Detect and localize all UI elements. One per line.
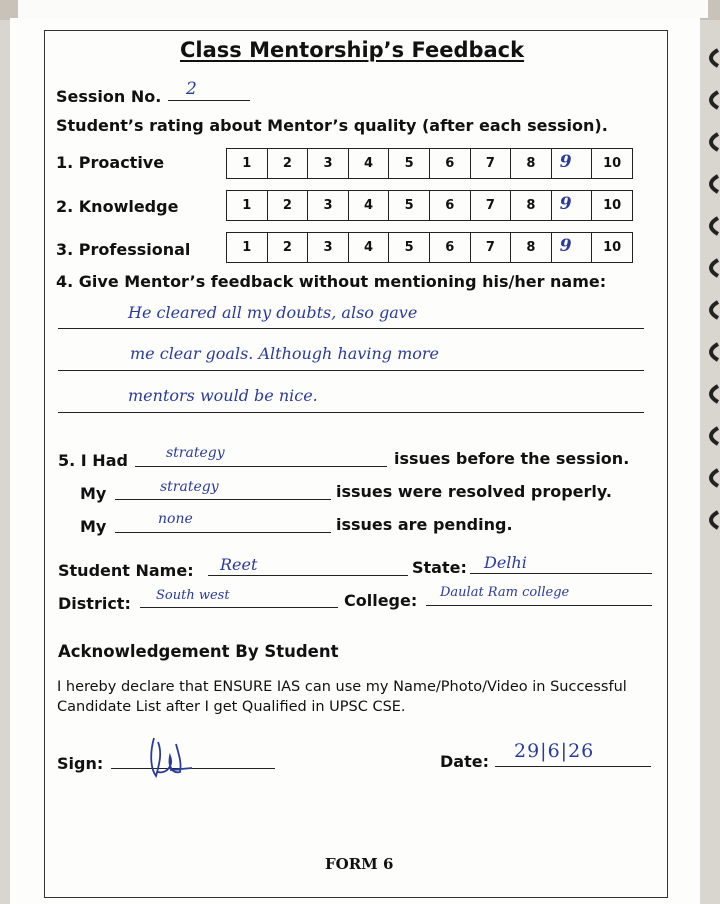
rating-cell[interactable]: 5 <box>389 191 430 221</box>
rating-cell[interactable]: 6 <box>429 149 470 179</box>
rating-cell[interactable]: 4 <box>348 233 389 263</box>
rating-cell[interactable]: 8 <box>511 233 552 263</box>
district-label: District: <box>58 594 131 613</box>
resolved-value[interactable]: strategy <box>160 479 219 495</box>
resolved-prefix: My <box>80 484 107 503</box>
spiral-binding <box>698 30 720 630</box>
rating-cell[interactable]: 10 <box>592 149 633 179</box>
pending-prefix: My <box>80 517 107 536</box>
student-name-value[interactable]: Reet <box>220 555 258 574</box>
college-label: College: <box>344 591 418 610</box>
rating-cell[interactable]: 10 <box>592 191 633 221</box>
resolved-suffix: issues were resolved properly. <box>336 482 612 501</box>
pending-value[interactable]: none <box>158 511 193 527</box>
student-name-label: Student Name: <box>58 561 194 580</box>
rating-cell[interactable]: 8 <box>511 149 552 179</box>
rating-cell[interactable]: 2 <box>267 191 308 221</box>
rating-cell[interactable]: 1 <box>227 191 268 221</box>
rating-cell-selected[interactable] <box>551 191 592 221</box>
rating-cell[interactable]: 10 <box>592 233 633 263</box>
rating-heading: Student’s rating about Mentor’s quality (after each session). <box>56 116 608 135</box>
feedback-label: 4. Give Mentor’s feedback without mentioning his/her name: <box>56 272 607 291</box>
college-line <box>426 605 652 606</box>
rating-cell[interactable]: 8 <box>511 191 552 221</box>
rating-scale-professional <box>226 232 633 263</box>
rating-cell[interactable]: 6 <box>429 233 470 263</box>
date-label: Date: <box>440 752 489 771</box>
rating-cell[interactable]: 2 <box>267 233 308 263</box>
feedback-rule-2 <box>58 370 644 371</box>
rating-cell[interactable]: 7 <box>470 149 511 179</box>
pending-suffix: issues are pending. <box>336 515 513 534</box>
date-line <box>495 766 651 767</box>
rating-scale-knowledge <box>226 190 633 221</box>
rating-cell[interactable]: 1 <box>227 149 268 179</box>
student-name-line <box>208 575 408 576</box>
sign-label: Sign: <box>57 754 104 773</box>
rating-scale-proactive <box>226 148 633 179</box>
form-number: FORM 6 <box>325 855 394 873</box>
feedback-rule-1 <box>58 328 644 329</box>
rating-label-professional: 3. Professional <box>56 240 191 259</box>
rating-cell[interactable]: 2 <box>267 149 308 179</box>
state-label: State: <box>412 558 467 577</box>
ack-heading: Acknowledgement By Student <box>58 642 339 661</box>
rating-cell-selected[interactable] <box>551 149 592 179</box>
q5-value[interactable]: strategy <box>166 445 225 461</box>
q5-prefix: 5. I Had <box>58 451 128 470</box>
rating-cell[interactable]: 7 <box>470 191 511 221</box>
feedback-line-1[interactable]: He cleared all my doubts, also gave <box>128 303 418 322</box>
feedback-rule-3 <box>58 412 644 413</box>
rating-cell-selected[interactable] <box>551 233 592 263</box>
rating-cell[interactable]: 3 <box>308 191 349 221</box>
rating-cell[interactable]: 1 <box>227 233 268 263</box>
rating-cell[interactable]: 3 <box>308 233 349 263</box>
session-label: Session No. <box>56 87 162 106</box>
rating-cell[interactable]: 3 <box>308 149 349 179</box>
q5-suffix: issues before the session. <box>394 449 630 468</box>
district-line <box>140 607 338 608</box>
top-sheet-edge <box>18 0 708 19</box>
rating-cell[interactable]: 5 <box>389 233 430 263</box>
selected-rating-mark: 9 <box>559 194 572 214</box>
selected-rating-mark: 9 <box>559 236 572 256</box>
rating-cell[interactable]: 4 <box>348 191 389 221</box>
ack-text-line-2: Candidate List after I get Qualified in UPSC CSE. <box>57 699 406 715</box>
date-value[interactable]: 29|6|26 <box>514 740 595 762</box>
signature-mark <box>140 732 204 784</box>
pending-line <box>115 532 331 533</box>
college-value[interactable]: Daulat Ram college <box>440 585 570 600</box>
rating-cell[interactable]: 7 <box>470 233 511 263</box>
state-value[interactable]: Delhi <box>484 553 527 572</box>
session-line <box>168 100 250 101</box>
selected-rating-mark: 9 <box>559 152 572 172</box>
q5-line <box>135 466 387 467</box>
rating-cell[interactable]: 4 <box>348 149 389 179</box>
state-line <box>470 573 652 574</box>
resolved-line <box>115 499 331 500</box>
rating-label-proactive: 1. Proactive <box>56 153 165 172</box>
rating-cell[interactable]: 5 <box>389 149 430 179</box>
feedback-line-3[interactable]: mentors would be nice. <box>128 386 318 405</box>
ack-text-line-1: I hereby declare that ENSURE IAS can use my Name/Photo/Video in Successful <box>57 679 627 695</box>
session-value[interactable]: 2 <box>186 79 197 99</box>
district-value[interactable]: South west <box>156 588 230 603</box>
rating-label-knowledge: 2. Knowledge <box>56 197 179 216</box>
form-title: Class Mentorship’s Feedback <box>180 38 525 62</box>
rating-cell[interactable]: 6 <box>429 191 470 221</box>
feedback-line-2[interactable]: me clear goals. Although having more <box>130 344 439 363</box>
